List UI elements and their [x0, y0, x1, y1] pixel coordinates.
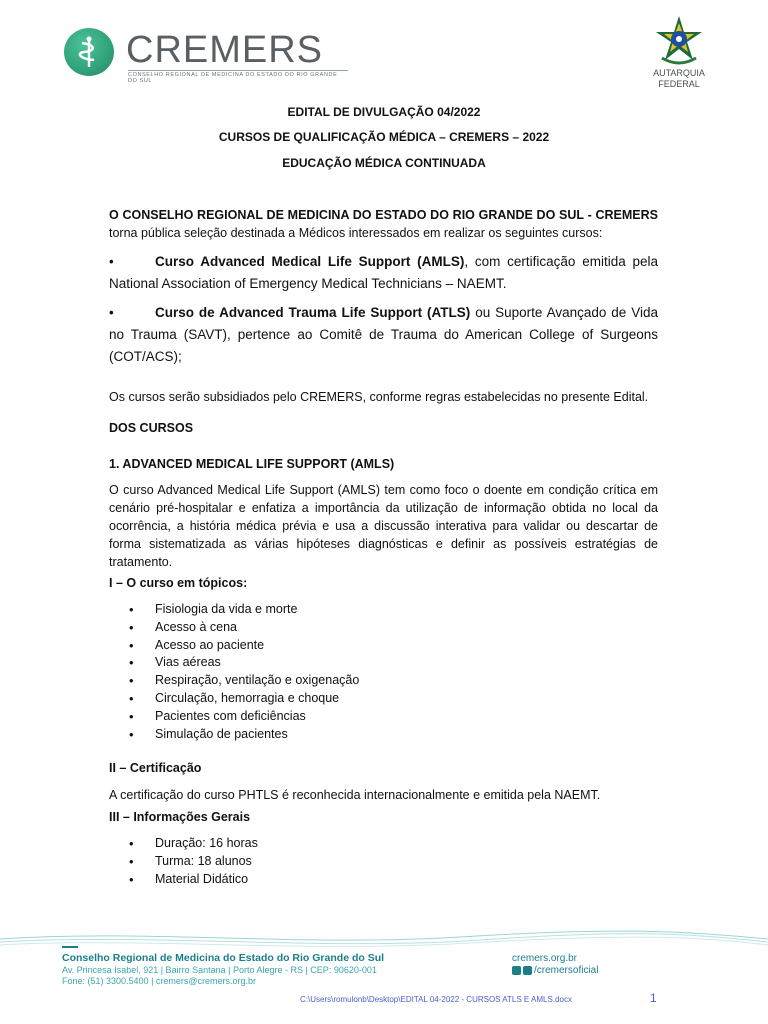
footer-social[interactable]	[512, 965, 598, 976]
dos-cursos-heading: DOS CURSOS	[109, 421, 194, 435]
autarquia-line2: FEDERAL	[658, 79, 700, 89]
footer-address: Av. Princesa Isabel, 921 | Bairro Santana | Porto Alegre - RS | CEP: 90620-001	[62, 965, 377, 975]
facebook-icon[interactable]	[512, 966, 521, 975]
topics-title: I – O curso em tópicos:	[109, 576, 248, 590]
list-item: • Vias aéreas	[109, 654, 359, 672]
section1-title: 1. ADVANCED MEDICAL LIFE SUPPORT (AMLS)	[109, 457, 395, 471]
topics-list	[109, 601, 359, 743]
title-line1: EDITAL DE DIVULGAÇÃO 04/2022	[287, 105, 481, 119]
list-item: • Pacientes com deficiências	[109, 708, 359, 726]
course-amls-rest: , com certificação emitida pela National Association of Emergency Medical Technicians – NAEMT.	[109, 254, 658, 291]
footer-org-name: Conselho Regional de Medicina do Estado do Rio Grande do Sul	[62, 952, 385, 964]
list-item: • Respiração, ventilação e oxigenação	[109, 672, 359, 690]
cert-title: II – Certificação	[109, 761, 202, 775]
brazil-coat-of-arms-icon	[652, 14, 706, 68]
title-line3: EDUCAÇÃO MÉDICA CONTINUADA	[282, 156, 486, 170]
list-item: • Fisiologia da vida e morte	[109, 601, 359, 619]
subsidy-text: Os cursos serão subsidiados pelo CREMERS, conforme regras estabelecidas no presente Edital.	[109, 390, 649, 404]
file-path: C:\Users\romulonb\Desktop\EDITAL 04-2022 - CURSOS ATLS E AMLS.docx	[300, 995, 572, 1004]
course-amls-bold: Curso Advanced Medical Life Support (AMLS)	[155, 254, 465, 269]
bullet: •	[109, 305, 114, 320]
intro-paragraph	[109, 206, 658, 242]
list-item: • Acesso ao paciente	[109, 637, 359, 655]
list-item: • Turma: 18 alunos	[109, 853, 258, 871]
course-atls-bold: Curso de Advanced Trauma Life Support (ATLS)	[155, 305, 471, 320]
bullet: •	[109, 254, 114, 269]
footer-contact: Fone: (51) 3300.5400 | cremers@cremers.org.br	[62, 976, 257, 986]
title-line2: CURSOS DE QUALIFICAÇÃO MÉDICA – CREMERS – 2022	[218, 130, 550, 144]
list-item: • Acesso à cena	[109, 619, 359, 637]
intro-bold: O CONSELHO REGIONAL DE MEDICINA DO ESTADO DO RIO GRANDE DO SUL - CREMERS	[109, 208, 658, 222]
autarquia-federal-label	[640, 68, 718, 90]
instagram-icon[interactable]	[523, 966, 532, 975]
logo-wordmark: CREMERS	[126, 29, 324, 71]
course-item-amls	[109, 251, 658, 295]
course-atls-rest: ou Suporte Avançado de Vida no Trauma (SAVT), pertence ao Comitê de Trauma do American College of Surgeons (COT/ACS);	[109, 305, 659, 364]
list-item: • Material Didático	[109, 871, 258, 889]
info-title: III – Informações Gerais	[109, 810, 251, 824]
list-item: • Duração: 16 horas	[109, 835, 258, 853]
list-item: • Simulação de pacientes	[109, 726, 359, 744]
footer-social-handle: /cremersoficial	[534, 965, 599, 976]
footer-wave-decoration	[0, 925, 768, 955]
logo-subtitle: CONSELHO REGIONAL DE MEDICINA DO ESTADO DO RIO GRANDE DO SUL	[128, 70, 348, 84]
cremers-logo-icon	[64, 28, 114, 76]
list-item: • Circulação, hemorragia e choque	[109, 690, 359, 708]
course-item-atls	[109, 302, 658, 368]
intro-rest: torna pública seleção destinada a Médicos interessados em realizar os seguintes cursos:	[109, 226, 603, 240]
autarquia-line1: AUTARQUIA	[653, 68, 705, 78]
footer-website-link[interactable]: cremers.org.br	[512, 953, 578, 964]
page-number: 1	[650, 991, 657, 1005]
section1-text: O curso Advanced Medical Life Support (AMLS) tem como foco o doente em condição crítica em cenário pré-hospitalar e enfatiza a importância da utilização de informação obtida no local da ocorrência, a história médica prévia e usa a discussão interativa para validar ou descartar de forma sistematizada as várias hipóteses diagnósticas e definir as possíveis estratégias de tratamento.	[109, 483, 658, 569]
cert-text: A certificação do curso PHTLS é reconhecida internacionalmente e emitida pela NAEMT.	[109, 788, 601, 802]
info-list	[109, 835, 258, 888]
